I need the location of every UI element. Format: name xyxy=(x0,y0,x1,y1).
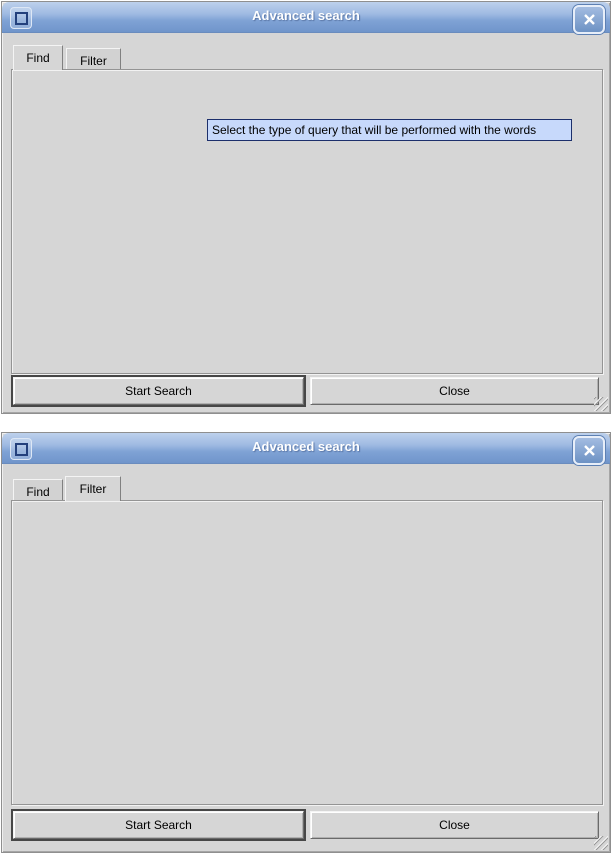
resize-grip[interactable] xyxy=(594,836,608,850)
tooltip: Select the type of query that will be performed with the words xyxy=(207,119,572,141)
window-title: Advanced search xyxy=(252,8,360,23)
tab-pane xyxy=(11,69,603,374)
start-search-button[interactable]: Start Search xyxy=(13,811,304,839)
tab-filter[interactable]: Filter xyxy=(65,476,121,501)
tab-pane xyxy=(11,500,603,805)
tab-find[interactable]: Find xyxy=(13,45,63,70)
window-menu-icon xyxy=(15,443,28,456)
close-button[interactable] xyxy=(573,436,605,465)
window-menu-icon xyxy=(15,12,28,25)
close-icon xyxy=(583,444,596,457)
tab-find[interactable]: Find xyxy=(13,479,63,500)
titlebar[interactable] xyxy=(2,2,610,33)
start-search-button[interactable]: Start Search xyxy=(13,377,304,405)
find-dialog-window xyxy=(1,1,611,414)
window-menu-button[interactable] xyxy=(10,7,32,29)
resize-grip[interactable] xyxy=(594,397,608,411)
window-title: Advanced search xyxy=(252,439,360,454)
close-dialog-button[interactable]: Close xyxy=(310,377,599,405)
titlebar[interactable] xyxy=(2,433,610,464)
close-icon xyxy=(583,13,596,26)
close-dialog-button[interactable]: Close xyxy=(310,811,599,839)
window-menu-button[interactable] xyxy=(10,438,32,460)
close-button[interactable] xyxy=(573,5,605,34)
tab-filter[interactable]: Filter xyxy=(66,48,121,69)
filter-dialog-window xyxy=(1,432,611,853)
